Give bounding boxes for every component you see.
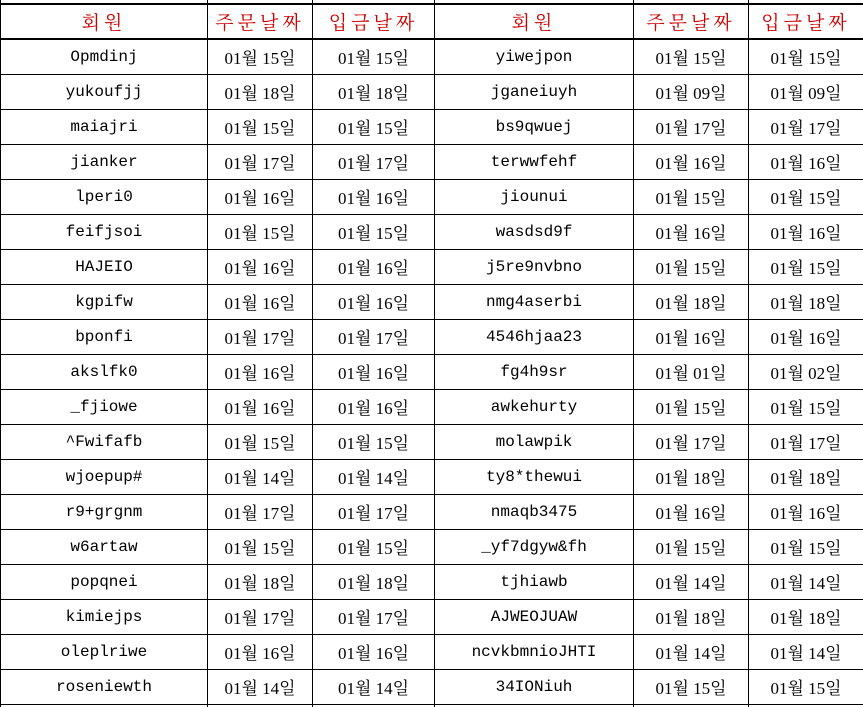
deposit-date-cell[interactable]: 01월 15일	[313, 529, 435, 564]
table-row	[1, 599, 863, 634]
member-cell[interactable]: ty8*thewui	[435, 459, 634, 494]
member-cell[interactable]: roseniewth	[1, 669, 208, 704]
table-row	[1, 354, 863, 389]
table-row	[1, 389, 863, 424]
deposit-date-cell[interactable]: 01월 18일	[313, 74, 435, 109]
header-order-date-left[interactable]: 주문날짜	[208, 4, 313, 39]
deposit-date-cell[interactable]: 01월 16일	[749, 214, 863, 249]
member-cell[interactable]: jiounui	[435, 179, 634, 214]
deposit-date-cell[interactable]: 01월 15일	[313, 214, 435, 249]
deposit-date-cell[interactable]: 01월 18일	[749, 459, 863, 494]
order-date-cell[interactable]: 01월 14일	[208, 669, 313, 704]
table-row	[1, 144, 863, 179]
table-row	[1, 424, 863, 459]
deposit-date-cell[interactable]: 01월 15일	[749, 529, 863, 564]
table-row	[1, 494, 863, 529]
member-cell[interactable]: bs9qwuej	[435, 109, 634, 144]
deposit-date-cell[interactable]: 01월 15일	[749, 249, 863, 284]
table-row	[1, 319, 863, 354]
member-cell[interactable]: HAJEIO	[1, 249, 208, 284]
table-row	[1, 564, 863, 599]
order-date-cell[interactable]: 01월 15일	[208, 39, 313, 74]
table-row	[1, 284, 863, 319]
member-cell[interactable]: popqnei	[1, 564, 208, 599]
header-member-right[interactable]: 회원	[435, 4, 634, 39]
order-date-cell[interactable]: 01월 15일	[634, 389, 749, 424]
member-cell[interactable]: maiajri	[1, 109, 208, 144]
member-cell[interactable]: _yf7dgyw&fh	[435, 529, 634, 564]
deposit-date-cell[interactable]: 01월 15일	[313, 424, 435, 459]
deposit-date-cell[interactable]: 01월 16일	[313, 354, 435, 389]
member-cell[interactable]: ncvkbmnioJHTI	[435, 634, 634, 669]
deposit-date-cell[interactable]: 01월 15일	[749, 179, 863, 214]
member-cell[interactable]: r9+grgnm	[1, 494, 208, 529]
deposit-date-cell[interactable]: 01월 17일	[313, 144, 435, 179]
table-row	[1, 74, 863, 109]
order-date-cell[interactable]: 01월 14일	[208, 459, 313, 494]
table-row	[1, 634, 863, 669]
member-cell[interactable]: feifjsoi	[1, 214, 208, 249]
member-cell[interactable]: kgpifw	[1, 284, 208, 319]
order-date-cell[interactable]: 01월 17일	[208, 599, 313, 634]
member-cell[interactable]: 34IONiuh	[435, 669, 634, 704]
order-date-cell[interactable]: 01월 17일	[208, 144, 313, 179]
deposit-date-cell[interactable]: 01월 16일	[313, 634, 435, 669]
order-date-cell[interactable]: 01월 17일	[208, 319, 313, 354]
order-date-cell[interactable]: 01월 15일	[208, 109, 313, 144]
deposit-date-cell[interactable]: 01월 16일	[313, 389, 435, 424]
order-date-cell[interactable]: 01월 18일	[634, 459, 749, 494]
deposit-date-cell[interactable]: 01월 15일	[313, 39, 435, 74]
member-cell[interactable]: tjhiawb	[435, 564, 634, 599]
order-date-cell[interactable]: 01월 16일	[208, 634, 313, 669]
deposit-date-cell[interactable]: 01월 16일	[749, 144, 863, 179]
table-row	[1, 529, 863, 564]
deposit-date-cell[interactable]: 01월 15일	[749, 669, 863, 704]
table-body	[1, 39, 863, 704]
order-date-cell[interactable]: 01월 16일	[208, 354, 313, 389]
member-cell[interactable]: yukoufjj	[1, 74, 208, 109]
deposit-date-cell[interactable]: 01월 15일	[313, 109, 435, 144]
member-cell[interactable]: lperi0	[1, 179, 208, 214]
member-cell[interactable]: bponfi	[1, 319, 208, 354]
order-date-cell[interactable]: 01월 17일	[208, 494, 313, 529]
deposit-date-cell[interactable]: 01월 16일	[313, 284, 435, 319]
member-cell[interactable]: nmg4aserbi	[435, 284, 634, 319]
member-cell[interactable]: _fjiowe	[1, 389, 208, 424]
order-date-cell[interactable]: 01월 15일	[634, 179, 749, 214]
header-row	[1, 4, 863, 39]
order-date-cell[interactable]: 01월 16일	[634, 494, 749, 529]
table-row	[1, 214, 863, 249]
member-cell[interactable]: Opmdinj	[1, 39, 208, 74]
order-date-cell[interactable]: 01월 18일	[634, 599, 749, 634]
deposit-date-cell[interactable]: 01월 15일	[749, 389, 863, 424]
order-date-cell[interactable]: 01월 15일	[634, 39, 749, 74]
deposit-date-cell[interactable]: 01월 17일	[749, 424, 863, 459]
member-cell[interactable]: AJWEOJUAW	[435, 599, 634, 634]
member-cell[interactable]: yiwejpon	[435, 39, 634, 74]
member-cell[interactable]: ^Fwifafb	[1, 424, 208, 459]
table-row	[1, 109, 863, 144]
order-date-cell[interactable]: 01월 16일	[208, 284, 313, 319]
header-member-left[interactable]: 회원	[1, 4, 208, 39]
member-cell[interactable]: jganeiuyh	[435, 74, 634, 109]
deposit-date-cell[interactable]: 01월 14일	[749, 564, 863, 599]
deposit-date-cell[interactable]: 01월 09일	[749, 74, 863, 109]
deposit-date-cell[interactable]: 01월 18일	[313, 564, 435, 599]
order-date-cell[interactable]: 01월 16일	[634, 319, 749, 354]
order-date-cell[interactable]: 01월 15일	[208, 424, 313, 459]
deposit-date-cell[interactable]: 01월 17일	[313, 599, 435, 634]
table-row	[1, 249, 863, 284]
order-date-cell[interactable]: 01월 15일	[634, 529, 749, 564]
member-cell[interactable]: awkehurty	[435, 389, 634, 424]
deposit-date-cell[interactable]: 01월 16일	[749, 319, 863, 354]
table-row	[1, 179, 863, 214]
order-date-cell[interactable]: 01월 09일	[634, 74, 749, 109]
deposit-date-cell[interactable]: 01월 17일	[313, 494, 435, 529]
order-date-cell[interactable]: 01월 17일	[634, 424, 749, 459]
deposit-date-cell[interactable]: 01월 17일	[749, 109, 863, 144]
member-cell[interactable]: oleplriwe	[1, 634, 208, 669]
header-order-date-right[interactable]: 주문날짜	[634, 4, 749, 39]
member-cell[interactable]: akslfk0	[1, 354, 208, 389]
table-row	[1, 39, 863, 74]
member-cell[interactable]: fg4h9sr	[435, 354, 634, 389]
header-deposit-date-right[interactable]: 입금날짜	[749, 4, 863, 39]
deposit-date-cell[interactable]: 01월 17일	[313, 319, 435, 354]
table-row	[1, 459, 863, 494]
member-cell[interactable]: nmaqb3475	[435, 494, 634, 529]
order-date-cell[interactable]: 01월 18일	[634, 284, 749, 319]
order-date-cell[interactable]: 01월 16일	[208, 249, 313, 284]
member-cell[interactable]: wasdsd9f	[435, 214, 634, 249]
member-cell[interactable]: kimiejps	[1, 599, 208, 634]
member-cell[interactable]: terwwfehf	[435, 144, 634, 179]
deposit-date-cell[interactable]: 01월 15일	[749, 39, 863, 74]
order-date-cell[interactable]: 01월 16일	[208, 389, 313, 424]
header-deposit-date-left[interactable]: 입금날짜	[313, 4, 435, 39]
member-cell[interactable]: jianker	[1, 144, 208, 179]
deposit-date-cell[interactable]: 01월 14일	[749, 634, 863, 669]
order-date-cell[interactable]: 01월 18일	[208, 74, 313, 109]
order-date-cell[interactable]: 01월 15일	[634, 669, 749, 704]
order-date-cell[interactable]: 01월 16일	[208, 179, 313, 214]
order-date-cell[interactable]: 01월 15일	[208, 529, 313, 564]
deposit-date-cell[interactable]: 01월 16일	[749, 494, 863, 529]
order-date-cell[interactable]: 01월 15일	[208, 214, 313, 249]
order-date-cell[interactable]: 01월 01일	[634, 354, 749, 389]
deposit-date-cell[interactable]: 01월 18일	[749, 284, 863, 319]
deposit-date-cell[interactable]: 01월 16일	[313, 249, 435, 284]
order-date-cell[interactable]: 01월 16일	[634, 214, 749, 249]
table-row	[1, 669, 863, 704]
order-date-cell[interactable]: 01월 16일	[634, 144, 749, 179]
deposit-date-cell[interactable]: 01월 02일	[749, 354, 863, 389]
member-cell[interactable]: wjoepup#	[1, 459, 208, 494]
deposit-date-cell[interactable]: 01월 16일	[313, 179, 435, 214]
deposit-date-cell[interactable]: 01월 14일	[313, 669, 435, 704]
member-cell[interactable]: molawpik	[435, 424, 634, 459]
member-cell[interactable]: 4546hjaa23	[435, 319, 634, 354]
deposit-date-cell[interactable]: 01월 18일	[749, 599, 863, 634]
member-cell[interactable]: w6artaw	[1, 529, 208, 564]
deposit-date-cell[interactable]: 01월 14일	[313, 459, 435, 494]
order-date-cell[interactable]: 01월 15일	[634, 249, 749, 284]
order-date-cell[interactable]: 01월 17일	[634, 109, 749, 144]
order-date-cell[interactable]: 01월 14일	[634, 564, 749, 599]
order-date-cell[interactable]: 01월 14일	[634, 634, 749, 669]
member-cell[interactable]: j5re9nvbno	[435, 249, 634, 284]
order-date-cell[interactable]: 01월 18일	[208, 564, 313, 599]
